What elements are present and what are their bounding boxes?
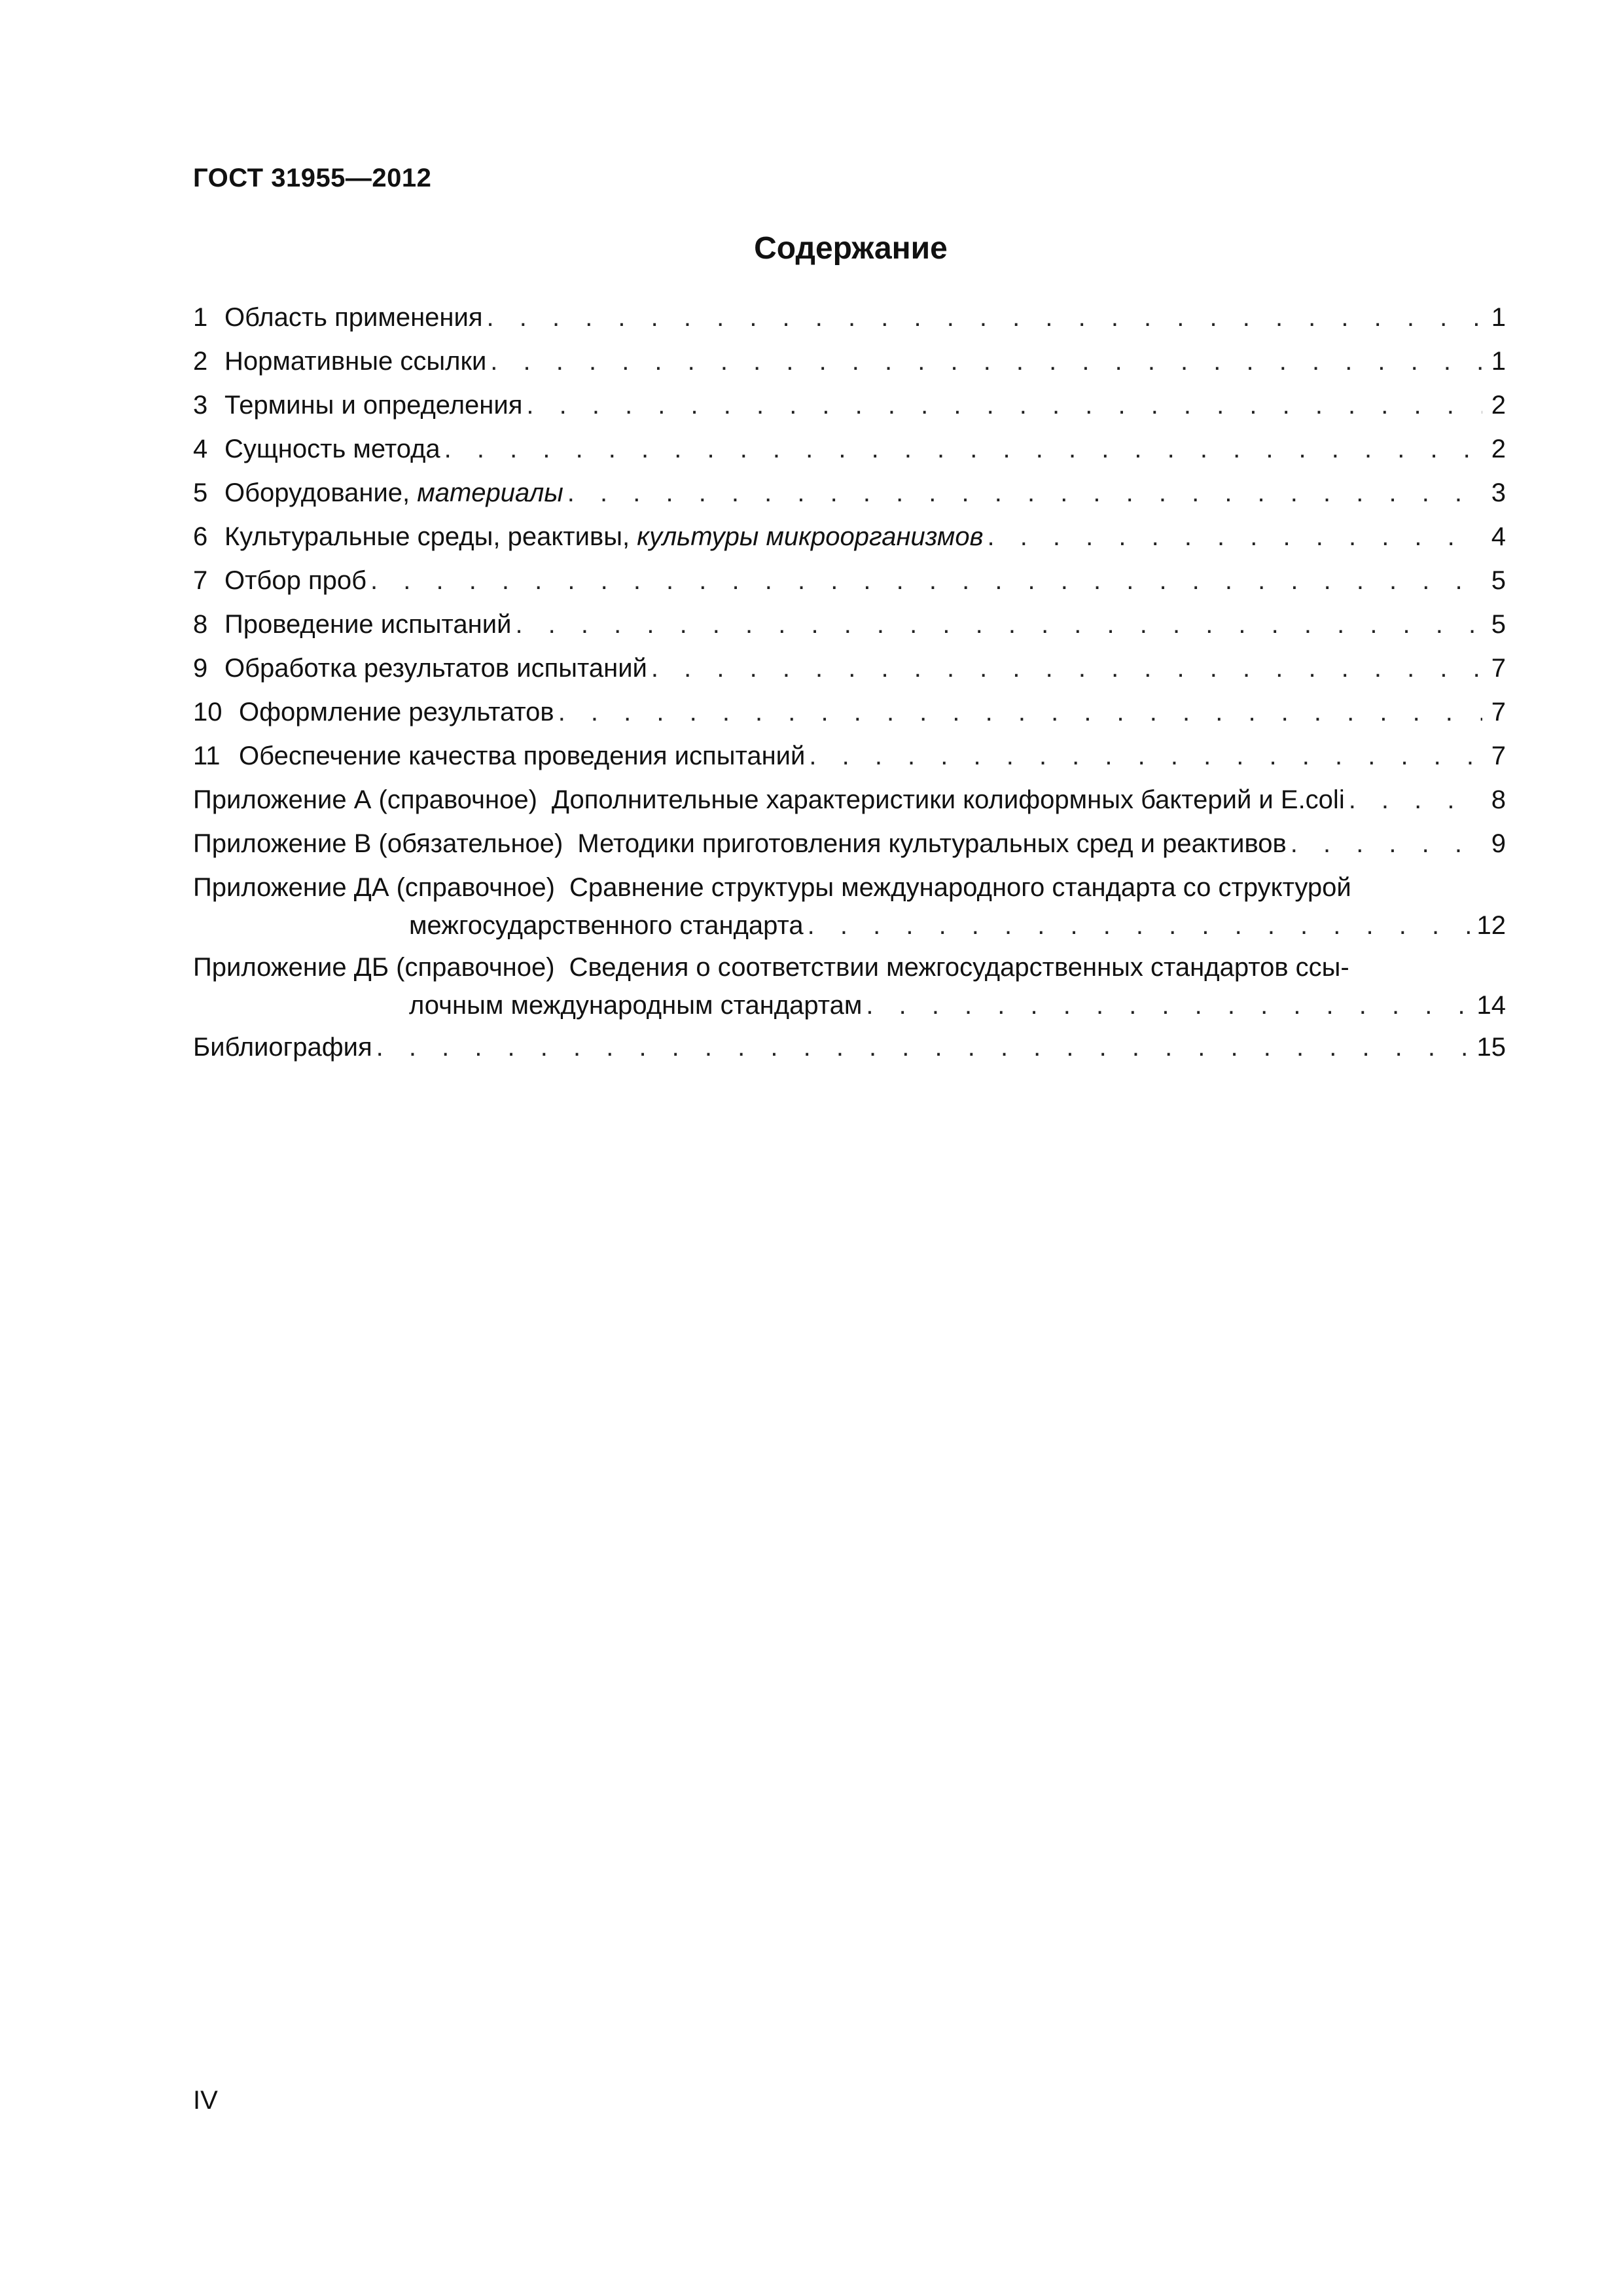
toc-entry-page: 2 [1491, 435, 1506, 463]
annex-label: Приложение А (справочное) [193, 785, 537, 814]
toc-entry-11[interactable] [193, 737, 1506, 775]
toc-leader-dots [809, 737, 1482, 775]
toc-bibliography[interactable] [193, 1028, 1506, 1066]
toc-entry-page: 14 [1476, 991, 1506, 1020]
toc-entry-4[interactable] [193, 430, 1506, 468]
annex-title-line2: лочным международным стандартам [409, 991, 863, 1020]
bibliography-title: Библиография [193, 1033, 372, 1062]
annex-label: Приложение ДБ (справочное) [193, 953, 555, 982]
toc-annex-b[interactable] [193, 825, 1506, 863]
toc-entry-page: 5 [1491, 610, 1506, 639]
toc-entry-page: 8 [1491, 785, 1506, 814]
toc-entry-9[interactable] [193, 649, 1506, 687]
toc-entry-number: 10 [193, 698, 223, 726]
toc-entry-page: 7 [1491, 742, 1506, 770]
document-code: ГОСТ 31955—2012 [193, 164, 432, 192]
annex-title-line2: межгосударственного стандарта [409, 911, 804, 940]
toc-entry-page: 9 [1491, 829, 1506, 858]
annex-title: Дополнительные характеристики колиформных бактерий и E.coli [551, 785, 1345, 814]
toc-entry-number: 1 [193, 303, 208, 332]
toc-entry-number: 4 [193, 435, 208, 463]
annex-title-line1: Сведения о соответствии межгосударственных стандартов ссы- [569, 953, 1349, 982]
toc-entry-10[interactable] [193, 693, 1506, 731]
toc-entry-title: Термины и определения [224, 391, 523, 420]
toc-entry-number: 6 [193, 522, 208, 551]
toc-entry-7[interactable] [193, 562, 1506, 600]
toc-leader-dots [515, 605, 1482, 643]
toc-entry-page: 7 [1491, 698, 1506, 726]
annex-title: Методики приготовления культуральных сред и реактивов [577, 829, 1287, 858]
toc-entry-title: Проведение испытаний [224, 610, 512, 639]
table-of-contents [193, 298, 1506, 1072]
toc-entry-number: 8 [193, 610, 208, 639]
toc-entry-page: 15 [1476, 1033, 1506, 1062]
toc-entry-3[interactable] [193, 386, 1506, 424]
toc-leader-dots [487, 298, 1482, 336]
toc-leader-dots [651, 649, 1482, 687]
toc-annex-a[interactable] [193, 781, 1506, 819]
toc-entry-page: 4 [1491, 522, 1506, 551]
annex-label: Приложение ДА (справочное) [193, 873, 555, 902]
toc-entry-page: 5 [1491, 566, 1506, 595]
toc-annex-da[interactable] [193, 869, 1506, 944]
toc-entry-number: 11 [193, 742, 221, 770]
toc-leader-dots [567, 474, 1482, 512]
toc-entry-title: Сущность метода [224, 435, 440, 463]
toc-entry-number: 9 [193, 654, 208, 683]
toc-entry-title: Обработка результатов испытаний [224, 654, 647, 683]
toc-entry-page: 3 [1491, 478, 1506, 507]
toc-entry-page: 1 [1491, 347, 1506, 376]
toc-leader-dots [1349, 781, 1482, 819]
toc-entry-title-italic: материалы [417, 478, 563, 507]
toc-entry-title: Область применения [224, 303, 483, 332]
toc-entry-8[interactable] [193, 605, 1506, 643]
toc-title: Содержание [754, 231, 948, 266]
toc-entry-page: 1 [1491, 303, 1506, 332]
toc-entry-title [224, 474, 563, 512]
toc-leader-dots [490, 342, 1482, 380]
toc-entry-number: 3 [193, 391, 208, 420]
toc-leader-dots [1291, 825, 1482, 863]
toc-entry-page: 12 [1476, 911, 1506, 940]
toc-leader-dots [808, 906, 1473, 944]
toc-leader-dots [866, 986, 1472, 1024]
toc-leader-dots [987, 518, 1482, 556]
toc-entry-title-italic: культуры микроорганизмов [637, 522, 984, 551]
toc-leader-dots [370, 562, 1482, 600]
toc-entry-2[interactable] [193, 342, 1506, 380]
toc-leader-dots [558, 693, 1482, 731]
annex-label: Приложение В (обязательное) [193, 829, 563, 858]
toc-annex-db[interactable] [193, 948, 1506, 1024]
toc-entry-title: Нормативные ссылки [224, 347, 487, 376]
toc-entry-title: Отбор проб [224, 566, 367, 595]
toc-entry-page: 7 [1491, 654, 1506, 683]
toc-entry-number: 5 [193, 478, 208, 507]
toc-entry-number: 7 [193, 566, 208, 595]
page-number: IV [193, 2086, 218, 2115]
toc-entry-title [224, 518, 983, 556]
toc-entry-title-regular: Культуральные среды, реактивы, [224, 522, 637, 551]
toc-entry-page: 2 [1491, 391, 1506, 420]
toc-entry-6[interactable] [193, 518, 1506, 556]
annex-title-line1: Сравнение структуры международного стандарта со структурой [569, 873, 1351, 902]
toc-leader-dots [376, 1028, 1473, 1066]
toc-entry-title-regular: Оборудование, [224, 478, 418, 507]
toc-leader-dots [444, 430, 1482, 468]
toc-entry-1[interactable] [193, 298, 1506, 336]
toc-entry-title: Обеспечение качества проведения испытаний [239, 742, 806, 770]
toc-entry-title: Оформление результатов [239, 698, 554, 726]
toc-entry-number: 2 [193, 347, 208, 376]
toc-leader-dots [526, 386, 1482, 424]
toc-entry-5[interactable] [193, 474, 1506, 512]
